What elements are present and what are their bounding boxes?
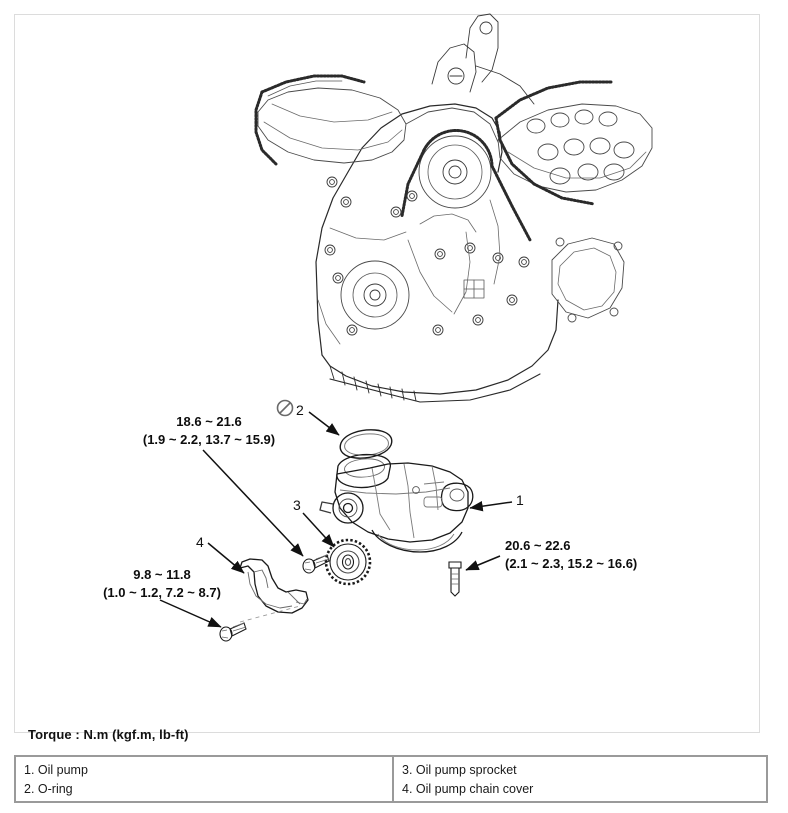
torque-value-primary: 18.6 ~ 21.6 [176, 414, 242, 429]
illustration-panel [14, 14, 760, 733]
parts-legend-item: 3. Oil pump sprocket [402, 763, 517, 777]
torque-callout-right [505, 537, 695, 573]
item-number-4: 4 [196, 534, 204, 550]
torque-unit-note: Torque : N.m (kgf.m, lb-ft) [28, 727, 189, 742]
torque-callout-upper-left [92, 413, 326, 449]
torque-value-secondary: (1.0 ~ 1.2, 7.2 ~ 8.7) [103, 585, 221, 600]
torque-value-secondary: (2.1 ~ 2.3, 15.2 ~ 16.6) [505, 556, 638, 571]
parts-legend-item: 2. O-ring [24, 782, 73, 796]
item-number-1: 1 [516, 492, 524, 508]
item-number-2: 2 [296, 402, 304, 418]
parts-legend-table [14, 755, 768, 803]
torque-value-primary: 9.8 ~ 11.8 [133, 567, 191, 582]
parts-legend-item: 4. Oil pump chain cover [402, 782, 534, 796]
torque-value-secondary: (1.9 ~ 2.2, 13.7 ~ 15.9) [142, 432, 276, 447]
torque-callout-lower-left [48, 566, 276, 602]
item-number-3: 3 [293, 497, 301, 513]
torque-value-primary: 20.6 ~ 22.6 [505, 538, 571, 553]
parts-legend-left-column [16, 757, 394, 801]
parts-legend-item: 1. Oil pump [24, 763, 88, 777]
parts-legend-right-column [394, 757, 766, 801]
